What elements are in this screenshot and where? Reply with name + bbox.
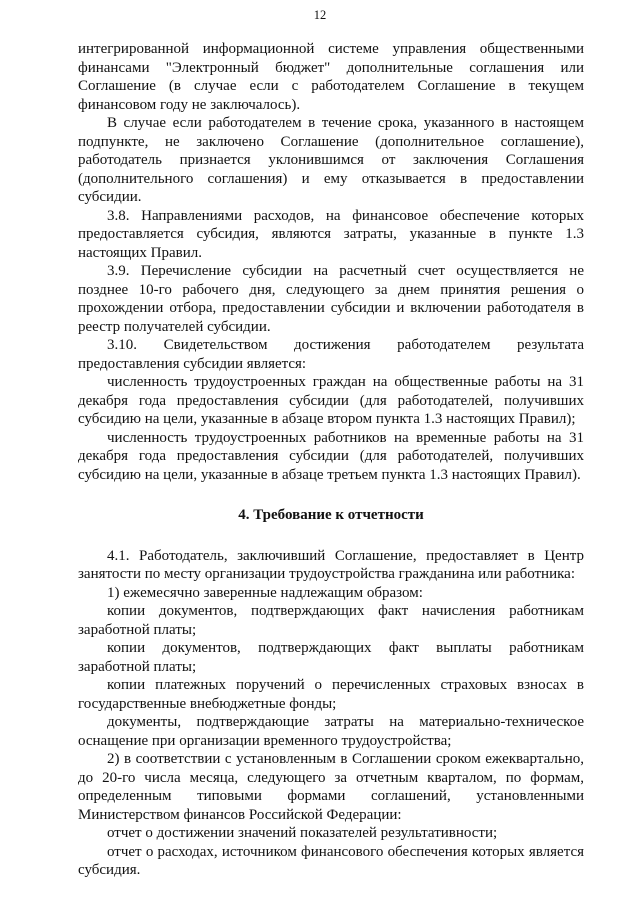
- paragraph: В случае если работодателем в течение срока, указанного в настоящем подпункте, не заключено Соглашение (дополнительное соглашение), работодатель признается уклонившимся от заключения Соглашения (дополнительного соглашения) и ему отказывается в предоставлении субсидии.: [78, 115, 584, 205]
- list-item: документы, подтверждающие затраты на материально-техническое оснащение при организации временного трудоустройства;: [78, 714, 584, 749]
- list-item: отчет о расходах, источником финансового обеспечения которых является субсидия.: [78, 843, 584, 878]
- paragraph: численность трудоустроенных работников на временные работы на 31 декабря года предоставления субсидии (для работодателей, получивших субсидию на цели, указанные в абзаце третьем пункта 1.3 настоящих Правил).: [78, 429, 584, 483]
- list-item: копии документов, подтверждающих факт начисления работникам заработной платы;: [78, 603, 584, 638]
- paragraph: численность трудоустроенных граждан на общественные работы на 31 декабря года предоставления субсидии (для работодателей, получивших субсидию на цели, указанные в абзаце втором пункта 1.3 настоящих Правил);: [78, 374, 584, 427]
- paragraph-3-10: 3.10. Свидетельством достижения работодателем результата предоставления субсидии является:: [78, 337, 584, 372]
- paragraph-3-9: 3.9. Перечисление субсидии на расчетный счет осуществляется не позднее 10-го рабочего дня, следующего за днем принятия решения о прохождении отбора, предоставлении субсидии и включении работодателя в реестр получателей субсидии.: [78, 263, 584, 335]
- list-item: копии документов, подтверждающих факт выплаты работникам заработной платы;: [78, 640, 584, 675]
- section-heading: 4. Требование к отчетности: [238, 507, 424, 523]
- list-item: 1) ежемесячно заверенные надлежащим образом:: [107, 584, 423, 601]
- page-number: 12: [313, 8, 327, 22]
- list-item: копии платежных поручений о перечисленных страховых взносах в государственные внебюджетные фонды;: [78, 677, 584, 712]
- list-item: 2) в соответствии с установленным в Соглашении сроком ежеквартально, до 20-го числа месяца, следующего за отчетным кварталом, по формам, определенным типовыми формами соглашений, установленными Министерством финансов Российской Федерации:: [78, 751, 584, 823]
- paragraph-4-1: 4.1. Работодатель, заключивший Соглашение, предоставляет в Центр занятости по месту организации трудоустройства гражданина или работника:: [78, 547, 584, 582]
- paragraph: интегрированной информационной системе управления общественными финансами "Электронный бюджет" дополнительные соглашения или Соглашение (в случае если с работодателем Соглашение в текущем финансовом году не заключалось).: [78, 41, 584, 113]
- paragraph-3-8: 3.8. Направлениями расходов, на финансовое обеспечение которых предоставляется субсидия, являются затраты, указанные в пункте 1.3 настоящих Правил.: [78, 207, 584, 261]
- list-item: отчет о достижении значений показателей результативности;: [107, 825, 498, 841]
- document-body: [78, 40, 584, 880]
